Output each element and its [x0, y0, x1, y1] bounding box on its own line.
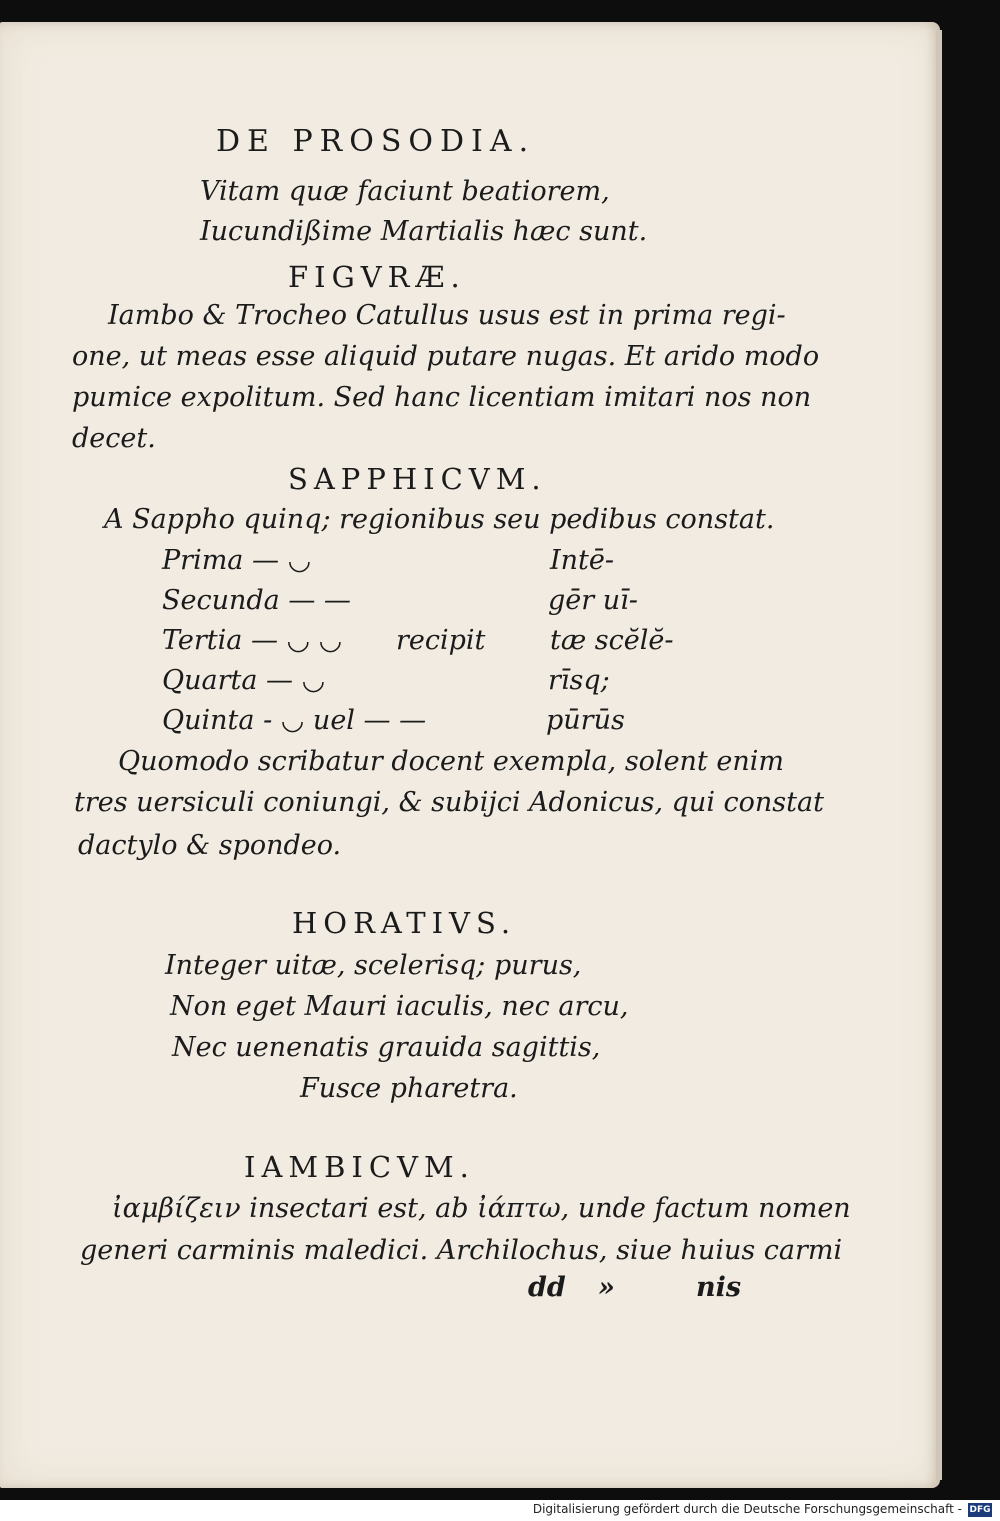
running-title: DE PROSODIA. [216, 124, 536, 159]
foot-middle: recipit [396, 625, 486, 656]
foot-label: Quinta - ◡ uel — — [162, 705, 427, 736]
foot-example: pūrūs [546, 705, 625, 736]
paragraph-line: Iambo & Trocheo Catullus usus est in prima regi- [108, 300, 786, 331]
catchword: nis [696, 1272, 742, 1303]
foot-example: gēr uī- [548, 585, 638, 616]
section-heading-sapphicum: SAPPHICVM. [288, 462, 547, 496]
signature-mark: dd [528, 1272, 566, 1303]
verse-line: Iucundißime Martialis hæc sunt. [200, 216, 648, 247]
footer-credit: Digitalisierung gefördert durch die Deutsche Forschungsgemeinschaft - [532, 1502, 962, 1516]
foot-label: Secunda — — [162, 585, 351, 616]
paragraph-line: Quomodo scribatur docent exempla, solent enim [118, 746, 784, 777]
paragraph-line: ἰαμβίζειν insectari est, ab ἰάπτω, unde factum nomen [112, 1193, 851, 1224]
foot-example: tæ scĕlĕ- [550, 625, 674, 656]
section-heading-iambicum: IAMBICVM. [244, 1150, 475, 1184]
verse-line: Nec uenenatis grauida sagittis, [172, 1032, 601, 1063]
foot-example: rīsq; [548, 665, 610, 696]
verse-line: Non eget Mauri iaculis, nec arcu, [170, 991, 629, 1022]
verse-line: Integer uitæ, scelerisq; purus, [165, 950, 582, 981]
foot-example: Intē- [550, 545, 615, 576]
verse-line: Vitam quæ faciunt beatiorem, [200, 176, 610, 207]
digitization-footer [0, 1500, 1000, 1521]
foot-label: Quarta — ◡ [162, 665, 326, 696]
paragraph-line: tres uersiculi coniungi, & subijci Adonicus, qui constat [74, 787, 824, 818]
section-heading-figurae: FIGVRÆ. [288, 260, 466, 294]
foot-label: Tertia — ◡ ◡ [162, 625, 343, 656]
page-edge [936, 30, 942, 1480]
paragraph-line: decet. [72, 423, 156, 454]
paragraph-line: generi carminis maledici. Archilochus, siue huius carmi [80, 1235, 843, 1266]
paragraph-line: one, ut meas esse aliquid putare nugas. Et arido modo [72, 341, 820, 372]
paragraph-line: pumice expolitum. Sed hanc licentiam imitari nos non [72, 382, 812, 413]
verse-line: Fusce pharetra. [300, 1073, 518, 1104]
paragraph-line: dactylo & spondeo. [78, 830, 342, 861]
section-heading-horatius: HORATIVS. [292, 906, 517, 940]
dfg-logo: DFG [969, 1505, 991, 1515]
signature-ornament: » [598, 1272, 615, 1303]
foot-label: Prima — ◡ [162, 545, 312, 576]
paragraph-line: A Sappho quinq; regionibus seu pedibus constat. [104, 504, 775, 535]
